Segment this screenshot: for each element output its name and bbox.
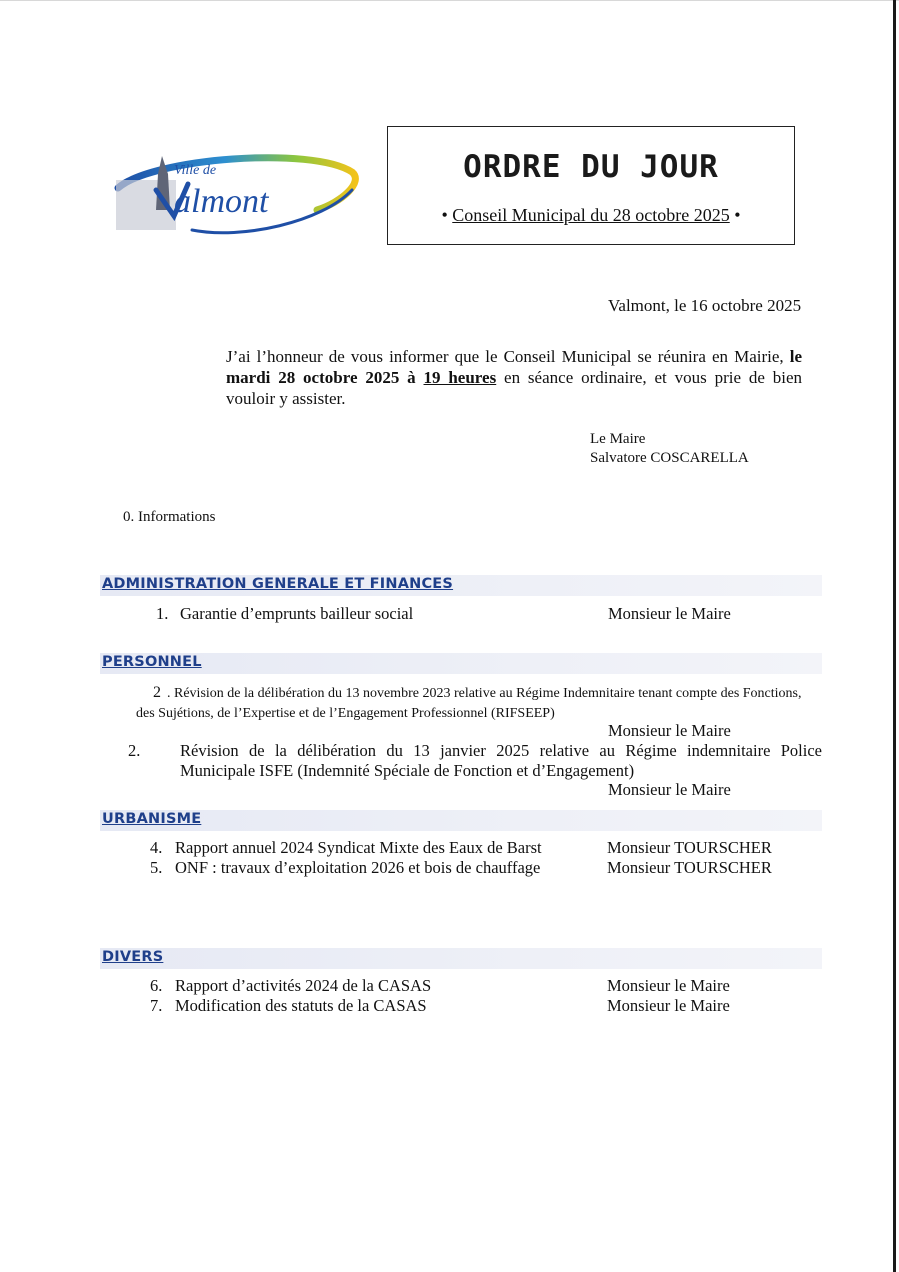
item-number: 7. (150, 996, 163, 1015)
agenda-item-rapporteur: Monsieur le Maire (608, 721, 731, 740)
item-number: 6. (150, 976, 163, 995)
section-band-urbanisme (100, 810, 822, 831)
agenda-item-rapporteur: Monsieur le Maire (607, 976, 730, 995)
agenda-item-rapporteur: Monsieur le Maire (607, 996, 730, 1015)
section-title-divers: DIVERS (102, 949, 164, 965)
item-number: 5. (150, 858, 163, 877)
intro-time: 19 heures (423, 368, 497, 387)
agenda-item-text: . Révision de la délibération du 13 novembre 2023 relative au Régime Indemnitaire tenant compte des Fonctions, des Sujétions, de l’Expertise et de l’Engagement Professionnel (RIFSEEP) (136, 686, 802, 721)
scan-top-edge (0, 0, 899, 1)
section-band-admin (100, 575, 822, 596)
agenda-item-text: ONF : travaux d’exploitation 2026 et bois de chauffage (175, 858, 541, 877)
bullet-left: • (441, 205, 448, 225)
signature-block (590, 430, 749, 468)
logo-text-almont: almont (174, 183, 269, 220)
header-box (387, 126, 795, 245)
page-title: ORDRE DU JOUR (463, 149, 719, 185)
agenda-item-text: Rapport annuel 2024 Syndicat Mixte des Eaux de Barst (175, 838, 542, 857)
agenda-item-rifseep (136, 683, 822, 724)
subtitle-text: Conseil Municipal du 28 octobre 2025 (452, 205, 730, 225)
section-band-divers (100, 948, 822, 969)
agenda-item-rapporteur: Monsieur TOURSCHER (607, 858, 772, 877)
scan-right-edge (893, 0, 896, 1272)
item-number: 2 (153, 684, 161, 701)
signature-title: Le Maire (590, 431, 646, 447)
item-number: 2. (128, 741, 141, 760)
signature-name: Salvatore COSCARELLA (590, 450, 749, 466)
intro-text-1: J’ai l’honneur de vous informer que le Conseil Municipal se réunira en Mairie, (226, 347, 790, 366)
section-title-personnel: PERSONNEL (102, 654, 202, 670)
agenda-item-text: Rapport d’activités 2024 de la CASAS (175, 976, 432, 995)
intro-date-bold: le mardi 28 octobre 2025 à (226, 347, 802, 387)
informations-item: 0. Informations (123, 509, 216, 525)
intro-text-2: en séance ordinaire, et vous prie de bien vouloir y assister. (226, 368, 802, 408)
agenda-item-rapporteur: Monsieur TOURSCHER (607, 838, 772, 857)
agenda-item-isfe (128, 741, 822, 781)
intro-paragraph (226, 346, 802, 409)
section-title-urbanisme: URBANISME (102, 811, 202, 827)
item-number: 4. (150, 838, 163, 857)
valmont-logo (112, 150, 362, 245)
section-title-admin: ADMINISTRATION GENERALE ET FINANCES (102, 576, 454, 592)
bullet-right: • (734, 205, 741, 225)
agenda-item-text: Modification des statuts de la CASAS (175, 996, 427, 1015)
agenda-item-text: Garantie d’emprunts bailleur social (180, 604, 414, 623)
agenda-item-rapporteur: Monsieur le Maire (608, 780, 731, 799)
section-band-personnel (100, 653, 822, 674)
date-line: Valmont, le 16 octobre 2025 (608, 296, 802, 315)
logo-text-ville: Ville de (174, 163, 217, 178)
agenda-item-rapporteur: Monsieur le Maire (608, 604, 731, 623)
header-subtitle (388, 205, 794, 226)
agenda-item-text: Révision de la délibération du 13 janvier 2025 relative au Régime indemnitaire Police Municipale ISFE (Indemnité Spéciale de Fonction et d’Engagement) (180, 741, 822, 780)
item-number: 1. (156, 604, 169, 623)
